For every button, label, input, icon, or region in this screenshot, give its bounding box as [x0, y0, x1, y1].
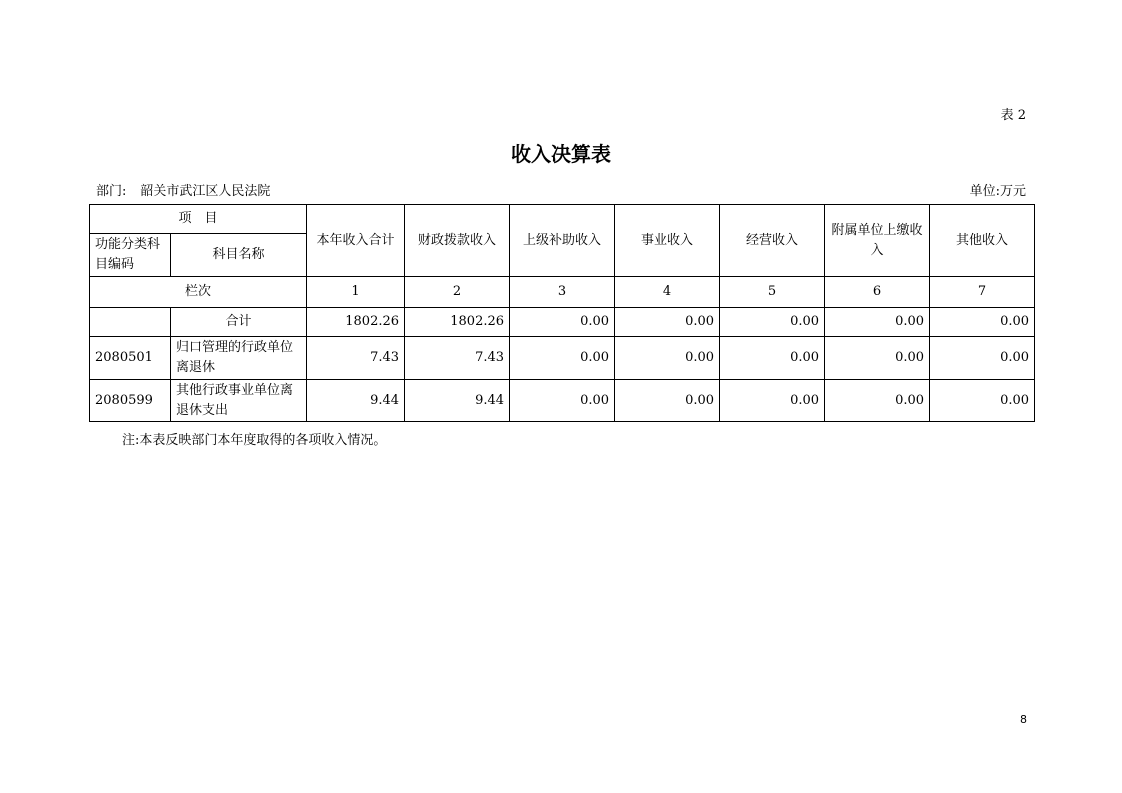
total-value: 0.00	[825, 308, 930, 337]
row-value: 9.44	[307, 380, 405, 422]
header-row-1	[90, 205, 1035, 234]
header-col-operating: 经营收入	[720, 205, 825, 277]
row-name: 归口管理的行政单位离退休	[171, 337, 307, 380]
row-value: 0.00	[510, 380, 615, 422]
row-value: 0.00	[615, 380, 720, 422]
income-table	[89, 204, 1035, 422]
header-col-other: 其他收入	[930, 205, 1035, 277]
total-value: 0.00	[720, 308, 825, 337]
header-col-fiscal: 财政拨款收入	[405, 205, 510, 277]
row-code: 2080501	[90, 337, 171, 380]
column-index-cell: 2	[405, 277, 510, 308]
row-value: 0.00	[720, 380, 825, 422]
table-row	[90, 380, 1035, 422]
column-index-cell: 6	[825, 277, 930, 308]
row-value: 0.00	[615, 337, 720, 380]
department-label: 部门:	[96, 184, 127, 199]
header-func-code: 功能分类科目编码	[90, 234, 171, 277]
total-value: 0.00	[615, 308, 720, 337]
column-index-cell: 5	[720, 277, 825, 308]
column-index-cell: 3	[510, 277, 615, 308]
header-col-superior: 上级补助收入	[510, 205, 615, 277]
total-value: 1802.26	[307, 308, 405, 337]
column-index-cell: 7	[930, 277, 1035, 308]
unit-label: 单位:万元	[969, 184, 1026, 199]
page-title: 收入决算表	[511, 142, 611, 166]
total-value: 0.00	[510, 308, 615, 337]
header-subject-name: 科目名称	[171, 234, 307, 277]
total-value: 1802.26	[405, 308, 510, 337]
column-index-row	[90, 277, 1035, 308]
row-value: 9.44	[405, 380, 510, 422]
row-value: 0.00	[825, 337, 930, 380]
total-code-cell	[90, 308, 171, 337]
department-line	[96, 180, 270, 199]
header-item: 项 目	[90, 205, 307, 234]
row-name: 其他行政事业单位离退休支出	[171, 380, 307, 422]
table-number: 表 2	[1000, 108, 1026, 123]
table-row	[90, 337, 1035, 380]
row-value: 0.00	[930, 380, 1035, 422]
row-value: 0.00	[930, 337, 1035, 380]
row-code: 2080599	[90, 380, 171, 422]
column-index-cell: 1	[307, 277, 405, 308]
total-label: 合计	[171, 308, 307, 337]
header-col-affiliated: 附属单位上缴收入	[825, 205, 930, 277]
row-value: 0.00	[510, 337, 615, 380]
page-number: 8	[1020, 713, 1027, 726]
row-value: 7.43	[405, 337, 510, 380]
column-index-cell: 4	[615, 277, 720, 308]
row-value: 0.00	[825, 380, 930, 422]
total-row	[90, 308, 1035, 337]
column-index-label: 栏次	[90, 277, 307, 308]
row-value: 7.43	[307, 337, 405, 380]
header-col-business: 事业收入	[615, 205, 720, 277]
total-value: 0.00	[930, 308, 1035, 337]
department-name: 韶关市武江区人民法院	[140, 184, 271, 199]
table-note: 注:本表反映部门本年度取得的各项收入情况。	[122, 433, 387, 448]
row-value: 0.00	[720, 337, 825, 380]
header-col-total: 本年收入合计	[307, 205, 405, 277]
